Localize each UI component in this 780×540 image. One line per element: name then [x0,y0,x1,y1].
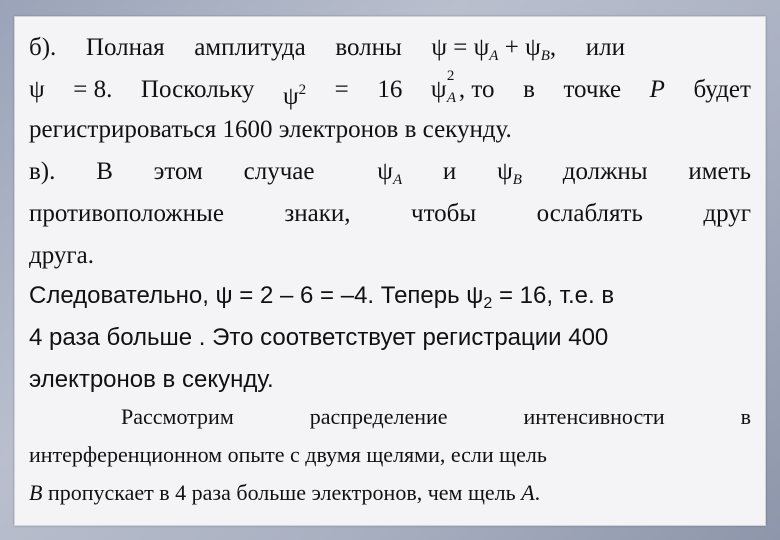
word: или [585,34,625,61]
word: 16 [377,76,403,103]
word: в [740,404,751,429]
text-line-7: Следовательно, ψ = 2 – 6 = –4. Теперь $\psi_2 = 16$, т.е. в [29,282,615,312]
word: = 8. [73,76,113,103]
formula: $\psi_B$ [497,158,522,188]
text-line-10 [121,403,751,431]
word: Полная [85,34,165,61]
word: P [649,76,665,103]
word: в [523,76,535,103]
text-line-5 [29,199,751,229]
word: и [442,158,457,185]
text-line-9: электронов в секунду. [29,366,274,393]
word: интенсивности [523,404,665,429]
text-line-4 [29,157,751,195]
word: иметь [688,158,751,185]
word: Поскольку [140,76,255,103]
text-line-3: регистрироваться 1600 электронов в секунду. [29,116,512,143]
word: = [334,76,349,103]
text-line-12: B пропускает в 4 раза больше электронов, чем щель A. [29,480,541,505]
word: Рассмотрим [121,404,234,429]
word: б). [29,34,57,61]
word: будет [693,76,751,103]
word: В [96,158,113,185]
text-line-6: друга. [29,242,94,269]
word: должны [562,158,648,185]
word: этом [153,158,203,185]
word: ψ [29,76,45,103]
formula: $\psi^2$ [282,82,307,110]
word: друг [703,200,751,227]
formula: $\psi_A$ [377,158,403,188]
text-line-8: 4 раза больше . Это соответствует регистрации 400 [29,324,609,351]
text-line-11: интерференционном опыте с двумя щелями, если щель [29,442,547,467]
word: ослаблять [536,200,643,227]
formula-psi-a-squared: ψ 2 A , то [430,68,495,106]
slide-panel [14,16,766,526]
word: амплитуда [194,34,306,61]
text-line-2 [29,68,751,112]
word: случае [243,158,315,185]
word: противоположные [29,200,224,227]
text-line-1 [29,33,625,71]
word: волны [335,34,402,61]
word: в). [29,158,56,185]
formula: $\psi = \psi_A + \psi_B$, [431,34,557,64]
word: знаки, [284,200,351,227]
word: чтобы [411,200,477,227]
word: точке [563,76,622,103]
word: распределение [309,404,448,429]
